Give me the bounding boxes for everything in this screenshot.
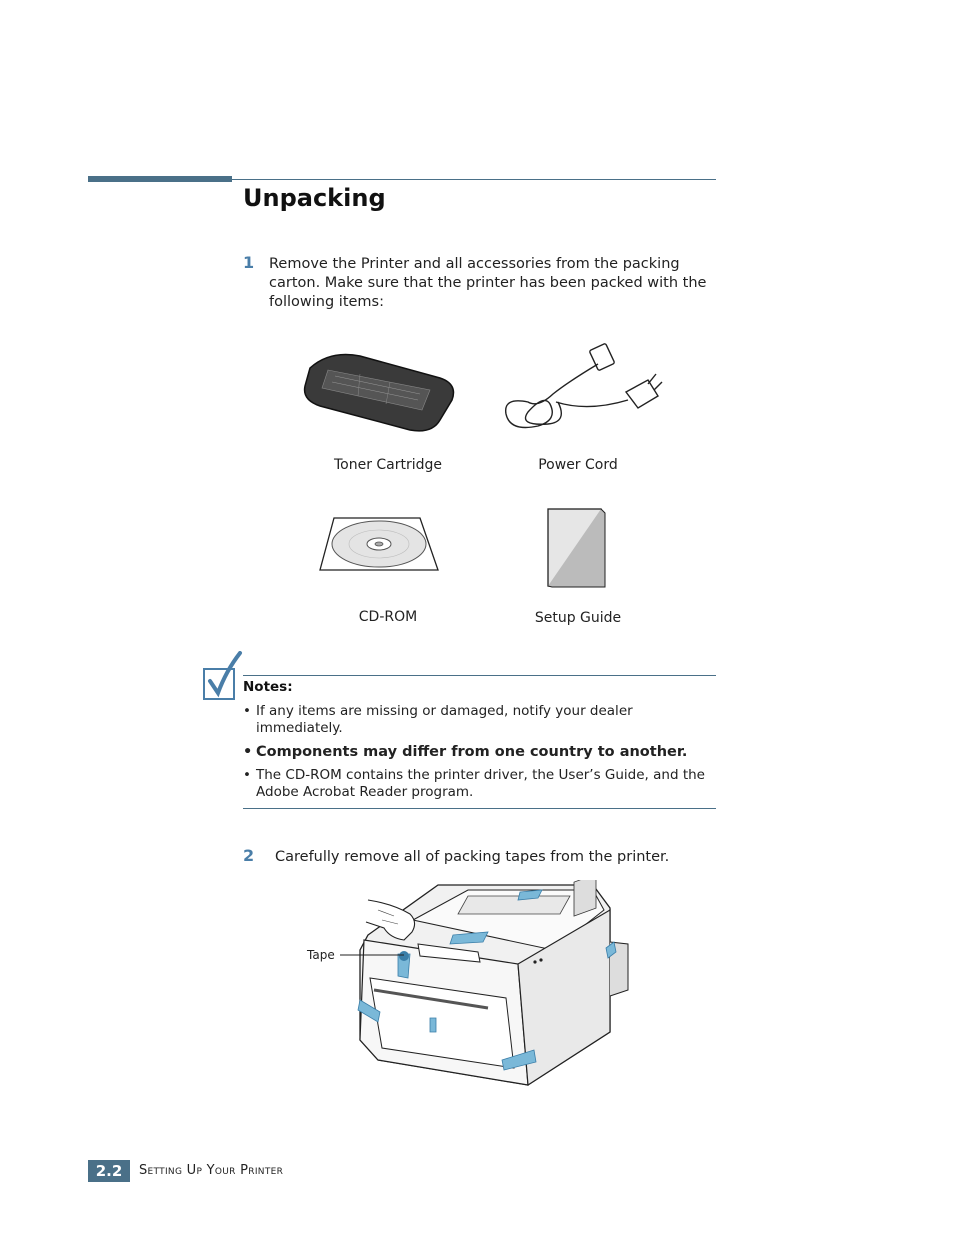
chapter-title: Setting Up Your Printer <box>139 1163 284 1178</box>
step-text-1: Remove the Printer and all accessories from the packing carton. Make sure that the printer has been packed with the following items: <box>269 256 707 310</box>
step-number-2: 2 <box>243 846 255 865</box>
item-caption-setup-guide: Setup Guide <box>534 610 622 626</box>
note-item <box>243 767 716 801</box>
bullet: • <box>243 703 251 719</box>
step-number-1: 1 <box>243 253 255 272</box>
note-text: If any items are missing or damaged, notify your dealer immediately. <box>256 703 633 736</box>
bullet: • <box>243 767 251 783</box>
cd-rom-icon <box>316 514 442 574</box>
toner-cartridge-icon <box>300 348 460 438</box>
note-text: The CD-ROM contains the printer driver, the User’s Guide, and the Adobe Acrobat Reader program. <box>256 767 705 800</box>
tape-callout-line <box>340 952 410 962</box>
section-rule-accent <box>88 176 232 182</box>
notes-title: Notes: <box>243 679 293 695</box>
item-caption-power-cord: Power Cord <box>538 457 618 473</box>
notes-rule-top <box>243 675 716 676</box>
section-rule <box>232 179 716 180</box>
note-checkmark-icon <box>200 651 244 703</box>
note-item <box>243 744 716 761</box>
item-caption-cd-rom: CD-ROM <box>358 609 418 625</box>
notes-rule-bottom <box>243 808 716 809</box>
note-item <box>243 703 716 737</box>
bullet: • <box>243 744 253 760</box>
setup-guide-icon <box>545 507 609 589</box>
tape-label: Tape <box>307 948 335 962</box>
step-text-2: Carefully remove all of packing tapes from the printer. <box>275 849 670 865</box>
item-caption-toner: Toner Cartridge <box>333 457 443 473</box>
note-text: Components may differ from one country to another. <box>256 744 688 760</box>
printer-illustration <box>338 880 633 1092</box>
power-cord-icon <box>498 342 668 437</box>
page-title: Unpacking <box>243 184 386 212</box>
page-number: 2.2 <box>88 1160 130 1182</box>
